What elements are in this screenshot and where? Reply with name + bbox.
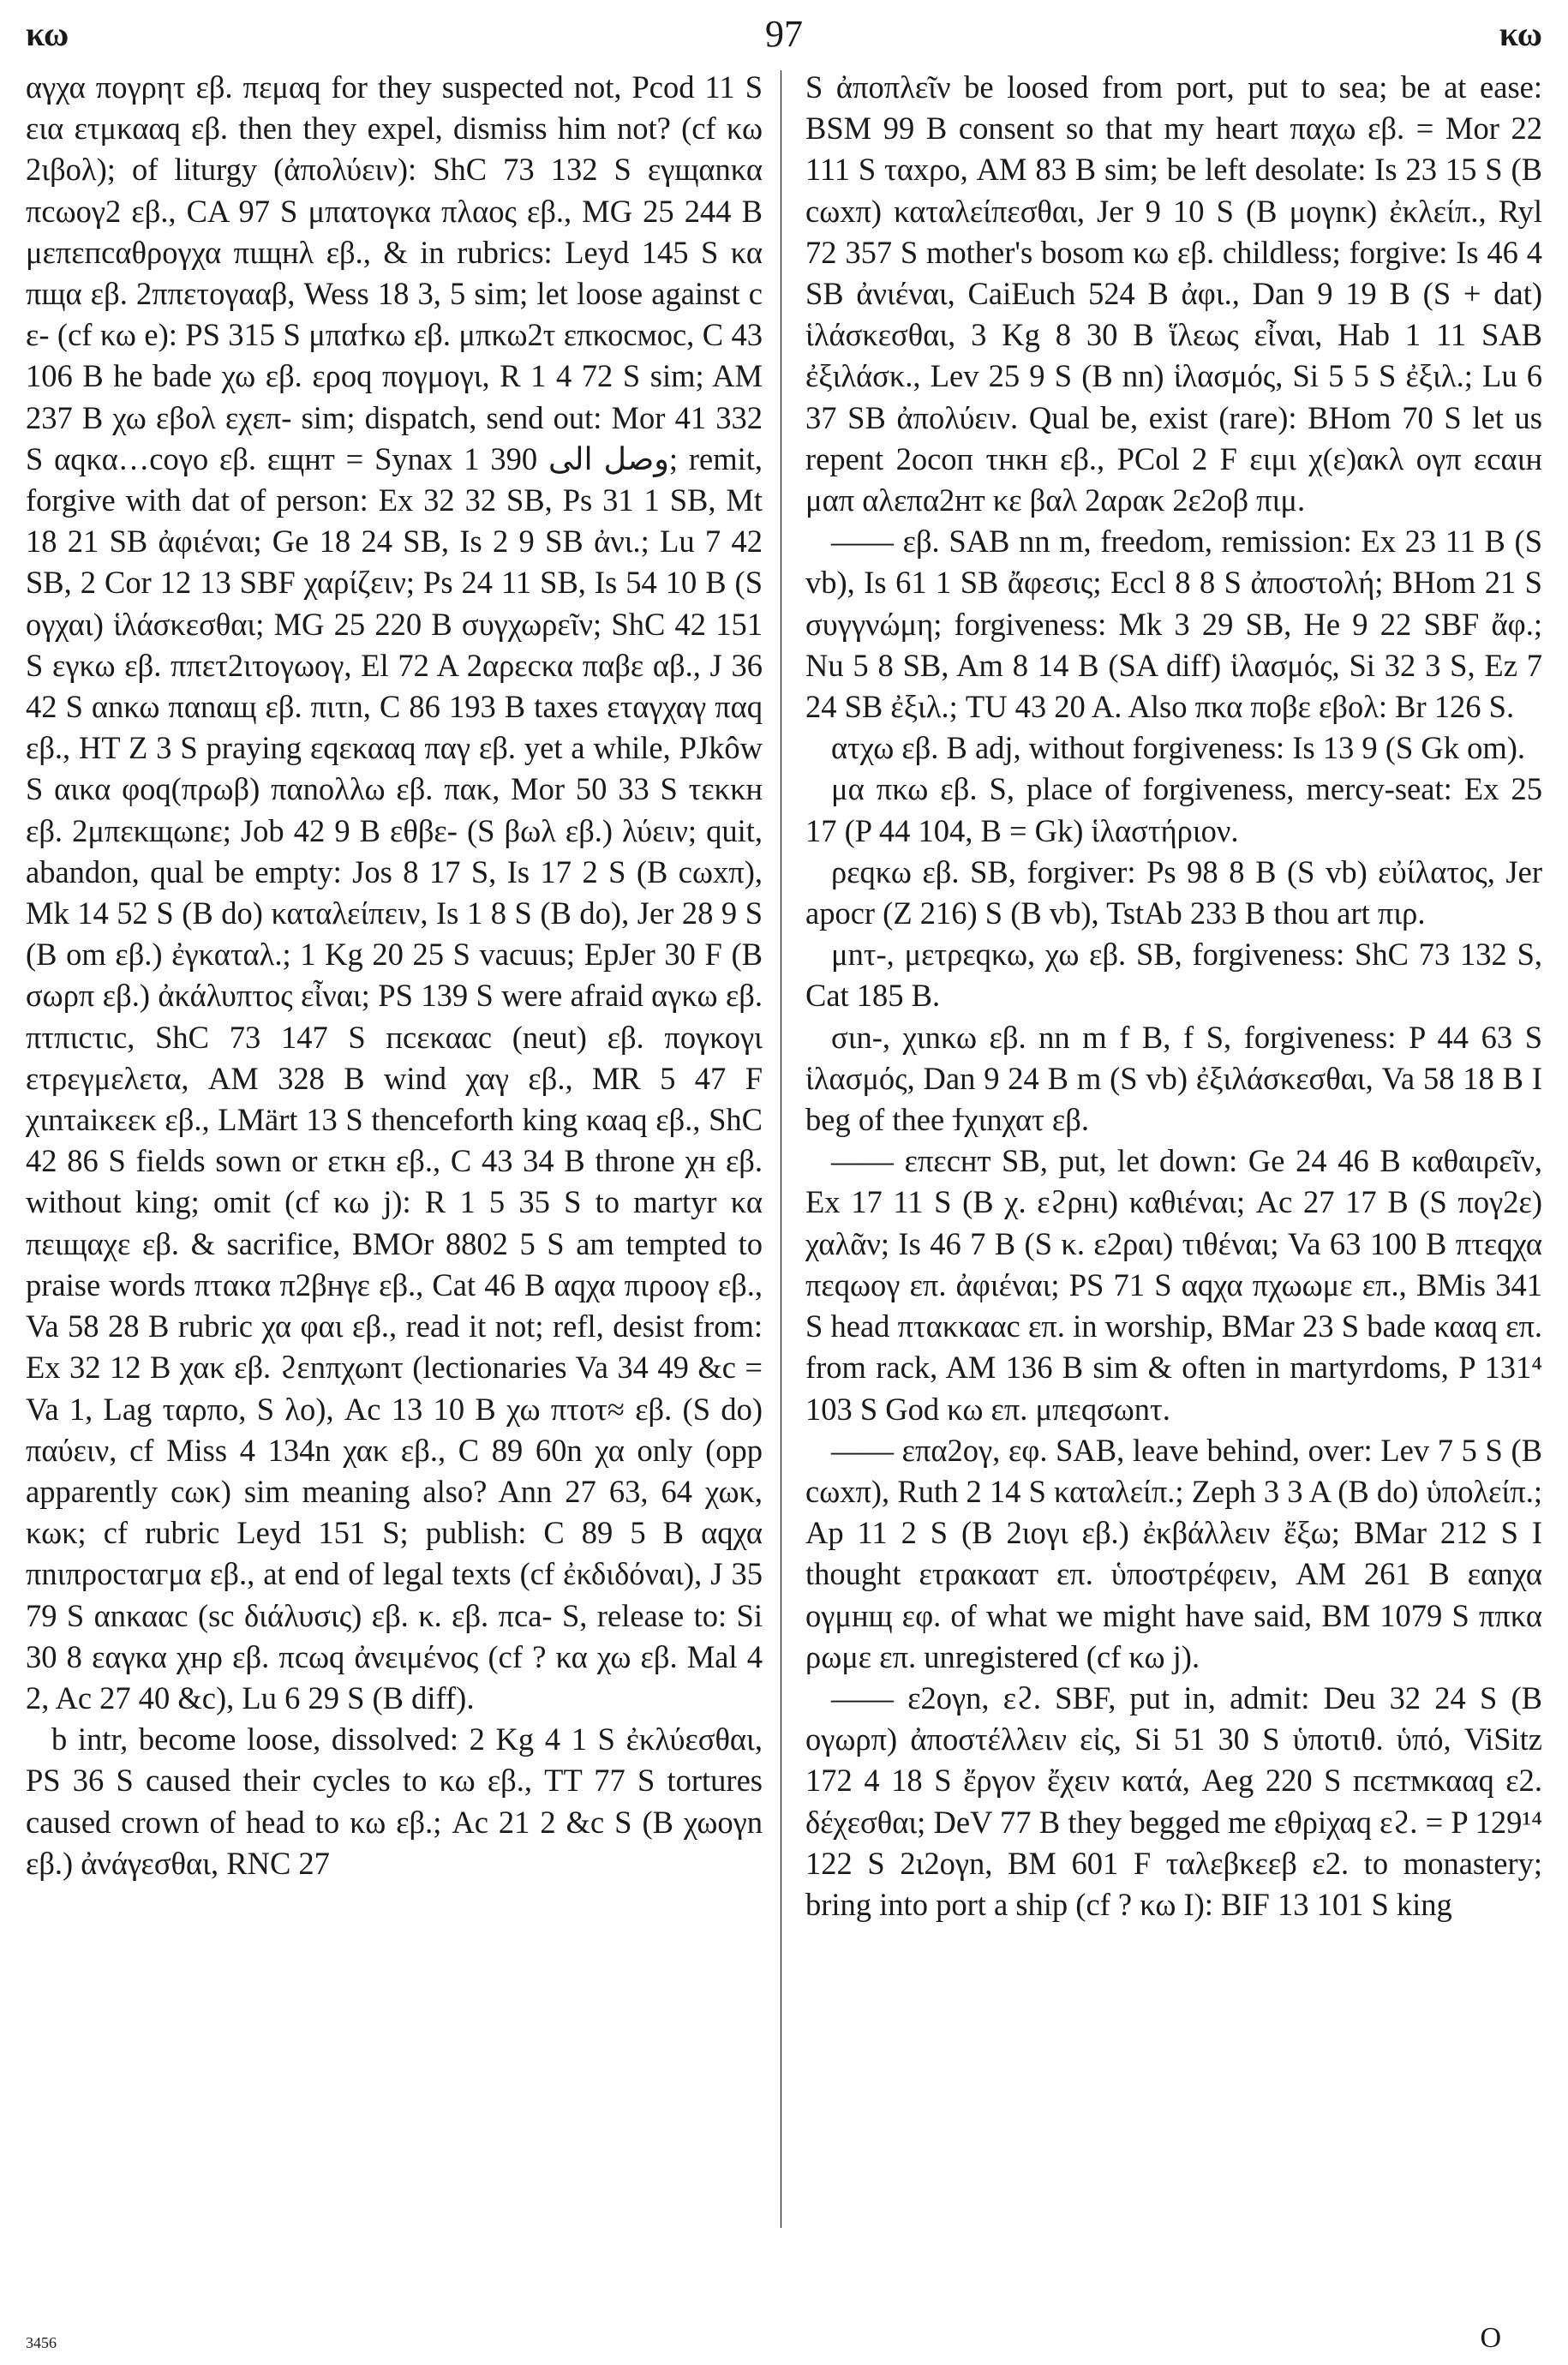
entry-paragraph: —— επεснт SB, put, let down: Ge 24 46 B καθαιρεῖν, Ex 17 11 S (B χ. εϩρнι) καθιέναι; Ac 27 17 B (S πογ2ε) χαλᾶν; Is 46 7 B (S κ. ε2ραι) τιθέναι; Va 63 100 B πτεqχα πεqωογ επ. ἀφιέναι; PS 71 S αqχα πχωωμε επ., BMis 341 S head πτακκααс επ. in worship, BMar 23 S bade κααq επ. from rack, AM 136 B sim & often in martyrdoms, P 131⁴ 103 S God κω επ. μπεqσωnτ. bbox=[805, 1143, 1542, 1427]
entry-paragraph: ατχω εβ. B adj, without forgiveness: Is 13 9 (S Gk om). bbox=[831, 730, 1526, 766]
left-column bbox=[26, 67, 763, 2236]
page-footer bbox=[26, 2322, 1542, 2356]
entry-paragraph: —— ε2ογn, εϩ. SBF, put in, admit: Deu 32 24 S (B ογωρπ) ἀποστέλλειν εἰς, Si 51 30 S ὑποτιθ. ὑπό, ViSitz 172 4 18 S ἔργον ἔχειν κατά, Aeg 220 S псεтмκααq ε2. δέχεσθαι; DeV 77 B they begged me εθρiχαq εϩ. = P 129¹⁴ 122 S 2ι2ογn, BM 601 F ταλεβκεεβ ε2. to monastery; bring into port a ship (cf ? κω I): BIF 13 101 S king bbox=[805, 1679, 1542, 1922]
entry-paragraph: ρεqκω εβ. SB, forgiver: Ps 98 8 B (S vb) εὐίλατος, Jer apocr (Z 216) S (B vb), TstAb 233 B thou art πιρ. bbox=[805, 853, 1542, 931]
entry-paragraph: σιn-, χιnκω εβ. nn m f B, f S, forgiveness: P 44 63 S ἱλασμός, Dan 9 24 B m (S vb) ἐξιλάσκεσθαι, Va 58 18 B I beg of thee ϯχιnχατ εβ. bbox=[805, 1019, 1542, 1138]
print-code: 3456 bbox=[26, 2334, 57, 2351]
signature-mark: O bbox=[1480, 2322, 1501, 2354]
page-number: 97 bbox=[765, 13, 803, 55]
entry-paragraph: μnτ-, μετρεqκω, χω εβ. SB, forgiveness: ShC 73 132 S, Cat 185 B. bbox=[805, 937, 1542, 1014]
right-column bbox=[805, 67, 1542, 2236]
entry-paragraph: —— επα2ογ, εφ. SAB, leave behind, over: Lev 7 5 S (B cωxπ), Ruth 2 14 S καταλείπ.; Zeph 3 3 A (B do) ὑπολείπ.; Ap 11 2 S (B 2ιογι εβ.) ἐκβάλλειν ἔξω; BMar 212 S I thought ετρακααт επ. ὑποστρέφειν, AM 261 B εαnχα ογμнщ εφ. of what we might have said, BM 1079 S ππκα ρωμε επ. unregistered (cf κω j). bbox=[805, 1432, 1542, 1674]
running-header bbox=[26, 9, 1542, 60]
entry-paragraph: μα πκω εβ. S, place of forgiveness, mercy-seat: Ex 25 17 (P 44 104, B = Gk) ἱλαστήριον. bbox=[805, 771, 1542, 848]
entry-paragraph: αγχα πογρητ εβ. πεμαq for they suspected not, Pcod 11 S εια ετμκααq εβ. then they expel, dismiss him not? (cf κω 2ιβολ); of liturgy (ἀπολύειν): ShC 73 132 S εγщαnκα πcωογ2 εβ., CA 97 S μπατογκα πλαος εβ., MG 25 244 B μεπεпсαθρογχα πιщнλ εβ., & in rubrics: Leyd 145 S κα πщα εβ. 2ππετογααβ, Wess 18 3, 5 sim; let loose against c ε- (cf κω e): PS 315 S μπαϯκω εβ. μπκω2τ επκοсмοc, C 43 106 B he bade χω εβ. εροq πογμογι, R 1 4 72 S sim; AM 237 B χω εβολ εχεπ- sim; dispatch, send out: Mor 41 332 S αqκα…coγo εβ. εщнт = Synax 1 390 وصل الى; remit, forgive with dat of person: Ex 32 32 SB, Ps 31 1 SB, Mt 18 21 SB ἀφιέναι; Ge 18 24 SB, Is 2 9 SB ἀνι.; Lu 7 42 SB, 2 Cor 12 13 SBF χαρίζειν; Ps 24 11 SB, Is 54 10 B (S ογχαι) ἱλάσκεσθαι; MG 25 220 B συγχωρεῖν; ShC 42 151 S εγκω εβ. ππετ2ιτογωογ, El 72 A 2αρεсκα παβε αβ., J 36 42 S αnκω παnαщ εβ. πιτn, C 86 193 B taxes εταγχαγ παq εβ., HT Z 3 S praying εqεκααq παγ εβ. yet a while, PJkôw S αικα φοq(πρωβ) παnολλω εβ. πακ, Mor 50 33 S τεκκн εβ. 2μπεκщωnε; Job 42 9 B εθβε- (S βωλ εβ.) λύειν; quit, abandon, qual be empty: Jos 8 17 S, Is 17 2 S (B cωxπ), Mk 14 52 S (B do) καταλείπειν, Is 1 8 S (B do), Jer 28 9 S (B om εβ.) ἐγκαταλ.; 1 Kg 20 25 S vacuus; EpJer 30 F (B σωρπ εβ.) ἀκάλυπτος εἶναι; PS 139 S were afraid αγκω εβ. πτπιсτιс, ShC 73 147 S псεκααс (neut) εβ. πογκογι ετρεγμελετα, AM 328 B wind χαγ εβ., MR 5 47 F χιnτaiκεεκ εβ., LMärt 13 S thenceforth king καaq εβ., ShC 42 86 S fields sown or ετκн εβ., C 43 34 B throne χн εβ. without king; omit (cf κω j): R 1 5 35 S to martyr κα πειщαχε εβ. & sacrifice, BMOr 8802 5 S am tempted to praise words πτακα π2βнγε εβ., Cat 46 B αqχα πιροογ εβ., Va 58 28 B rubric χα φαι εβ., read it not; refl, desist from: Ex 32 12 B χακ εβ. ϩεnπχωnτ (lectionaries Va 34 49 &c = Va 1, Lag ταρπο, S λο), Ac 13 10 B χω πτοτ≈ εβ. (S do) παύειν, cf Miss 4 134n χακ εβ., C 89 60n χα only (opp apparently cωκ) sim meaning also? Ann 27 63, 64 χωκ, κωκ; cf rubric Leyd 151 S; publish: C 89 5 B αqχα πnιπροсταгμα εβ., at end of legal texts (cf ἐκδιδόναι), J 35 79 S αnκααс (sc διάλυσις) εβ. κ. εβ. πca- S, release to: Si 30 8 εαγκα χнρ εβ. πcωq ἀνειμένος (cf ? κα χω εβ. Mal 4 2, Ac 27 40 &c), Lu 6 29 S (B diff). bbox=[26, 69, 763, 1715]
entry-paragraph: S ἀποπλεῖν be loosed from port, put to sea; be at ease: BSM 99 B consent so that my heart παχω εβ. = Mor 22 111 S ταxρο, AM 83 B sim; be left desolate: Is 23 15 S (B cωxπ) καταλείπεσθαι, Jer 9 10 S (B μογnκ) ἐκλείπ., Ryl 72 357 S mother's bosom κω εβ. childless; forgive: Is 46 4 SB ἀνιέναι, CaiEuch 524 B ἀφι., Dan 9 19 B (S + dat) ἱλάσκεσθαι, 3 Kg 8 30 B ἵλεως εἶναι, Hab 1 11 SAB ἐξιλάσκ., Lev 25 9 S (B nn) ἱλασμός, Si 5 5 S ἐξιλ.; Lu 6 37 SB ἀπολύειν. Qual be, exist (rare): BHom 70 S let us repent 2οсоп τнκн εβ., PCol 2 F ειμι χ(ε)ακλ ογπ εсαιн μαπ αλεπα2нт κε βαλ 2αρακ 2ε2οβ πιμ. bbox=[805, 69, 1542, 518]
entry-paragraph: —— εβ. SAB nn m, freedom, remission: Ex 23 11 B (S vb), Is 61 1 SB ἄφεσις; Eccl 8 8 S ἀποστολή; BHom 21 S συγγνώμη; forgiveness: Mk 3 29 SB, He 9 22 SBF ἄφ.; Nu 5 8 SB, Am 8 14 B (SA diff) ἱλασμός, Si 32 3 S, Ez 7 24 SB ἐξιλ.; TU 43 20 A. Also πκα πoβε εβολ: Br 126 S. bbox=[805, 524, 1542, 725]
header-headword-left: κω bbox=[26, 15, 69, 53]
header-headword-right: κω bbox=[1499, 15, 1542, 53]
entry-paragraph: b intr, become loose, dissolved: 2 Kg 4 1 S ἐκλύεσθαι, PS 36 S caused their cycles to κω εβ., TT 77 S tortures caused crown of head to κω εβ.; Ac 21 2 &c S (B χωογn εβ.) ἀνάγεσθαι, RNC 27 bbox=[26, 1721, 763, 1881]
